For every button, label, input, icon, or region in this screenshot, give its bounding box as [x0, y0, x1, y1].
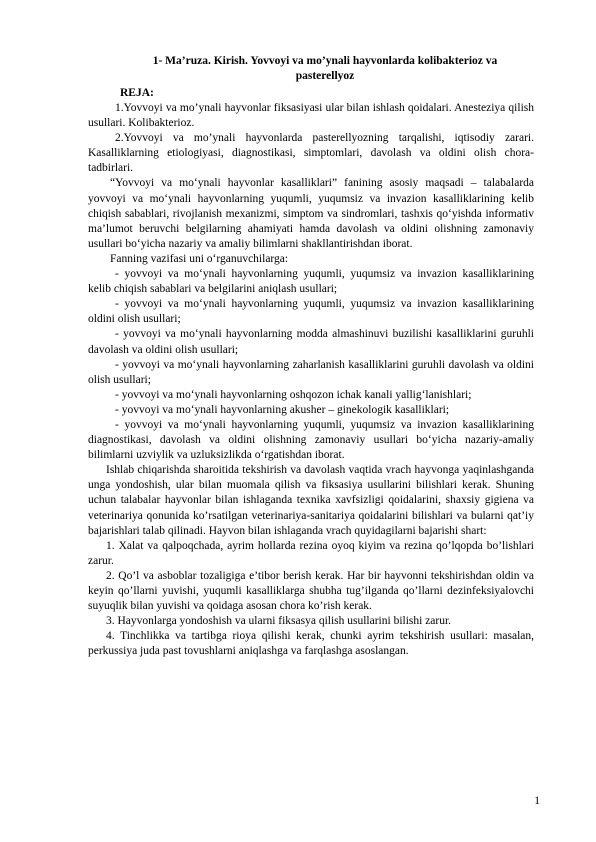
- rule-item-1: 1. Xalat va qalpoqchada, ayrim hollarda rezina oyoq kiyim va rezina qo’lqopda bo’lishlari zarur.: [88, 539, 534, 567]
- lecture-title-line-1: 1- Ma’ruza. Kirish. Yovvoyi va mo’ynali hayvonlarda kolibakterioz va: [152, 55, 498, 67]
- task-item-1: - yovvoyi va mo‘ynali hayvonlarning yuqumli, yuqumsiz va invazion kasalliklarining kelib chiqish sabablari va belgilarini aniqlash usullari;: [88, 268, 534, 296]
- rule-item-4: 4. Tinchlikka va tartibga rioya qilishi kerak, chunki ayrim tekshirish usullari: masalan, perkussiya juda past tovushlarni aniqlashga va farqlashga asoslangan.: [88, 630, 534, 658]
- safety-paragraph: Ishlab chiqarishda sharoitida tekshirish va davolash vaqtida vrach hayvonga yaqinlashganda unga yondoshish, ular bilan muomala qilish va fiksasiya usullarini bilishlari kerak. Shuning uchun talabalar hayvonlar bilan ishlaganda texnika xavfsizligi qoidalarini, shaxsiy gigiena va veterinariya qonunida ko’rsatilgan veterinariya-sanitariya qoidalarini bilishlari va bularni qat’iy bajarishlari talab qilinadi. Hayvon bilan ishlaganda vrach quyidagilarni bajarishi shart:: [88, 464, 534, 537]
- lecture-title-line-2: pasterellyoz: [295, 70, 355, 82]
- plan-heading: REJA:: [120, 87, 154, 99]
- task-item-4: - yovvoyi va mo‘ynali hayvonlarning zaharlanish kasalliklarini guruhli davolash va oldini olish usullari;: [88, 358, 534, 386]
- tasks-heading: Fanning vazifasi uni o‘rganuvchilarga:: [110, 252, 289, 265]
- page-number: 1: [534, 795, 540, 807]
- task-item-2: - yovvoyi va mo‘ynali hayvonlarning yuqumli, yuqumsiz va invazion kasalliklarining oldini olish usullari;: [88, 298, 534, 326]
- task-item-6: - yovvoyi va mo‘ynali hayvonlarning akusher – ginekologik kasalliklari;: [115, 403, 450, 416]
- rule-item-2: 2. Qo’l va asboblar tozaligiga e’tibor berish kerak. Har bir hayvonni tekshirishdan oldin va keyin qo’llarni yuvishi, yuqumli kasalliklarga shubha tug’ilganda qo’llarni dezinfeksiyalovchi suyuqlik bilan yuvishi va qoidaga asosan chora ko’rish kerak.: [88, 569, 534, 613]
- task-item-3: - yovvoyi va mo‘ynali hayvonlarning modda almashinuvi buzilishi kasalliklarini guruhli davolash va oldini olish usullari;: [88, 328, 534, 356]
- task-item-7: - yovvoyi va mo‘ynali hayvonlarning yuqumli, yuqumsiz va invazion kasalliklarining diagnostikasi, davolash va oldini olishning zamonaviy usullari bo‘yicha nazariy-amaliy bilimlarni uzviylik va uzluksizlikda o‘rgatishdan iborat.: [88, 418, 534, 462]
- intro-paragraph: “Yovvoyi va mo‘ynali hayvonlar kasalliklari” fanining asosiy maqsadi – talabalarda yovvoyi va mo‘ynali hayvonlarning yuqumli, yuqumsiz va invazion kasalliklarining kelib chiqish sabablari, rivojlanish mexanizmi, simptom va sindromlari, tashxis qo‘yishda informativ ma’lumot beruvchi belgilarning ahamiyati hamda davolash va oldini olishning zamonaviy usullari bo‘yicha nazariy va amaliy bilimlarni shakllantirishdan iborat.: [88, 177, 534, 250]
- task-item-5: - yovvoyi va mo‘ynali hayvonlarning oshqozon ichak kanali yallig‘lanishlari;: [115, 388, 472, 401]
- plan-item-1: 1.Yovvoyi va mo’ynali hayvonlar fiksasiyasi ular bilan ishlash qoidalari. Anesteziya qilish usullari. Kolibakterioz.: [88, 102, 534, 130]
- document-page: [88, 54, 534, 659]
- rule-item-3: 3. Hayvonlarga yondoshish va ularni fiksasya qilish usullarini bilishi zarur.: [106, 615, 452, 628]
- plan-item-2: 2.Yovvoyi va mo’ynali hayvonlarda pasterellyozning tarqalishi, iqtisodiy zarari. Kasalliklarning etiologiyasi, diagnostikasi, simptomlari, davolash va oldini olish chora-tadbirlari.: [88, 132, 534, 175]
